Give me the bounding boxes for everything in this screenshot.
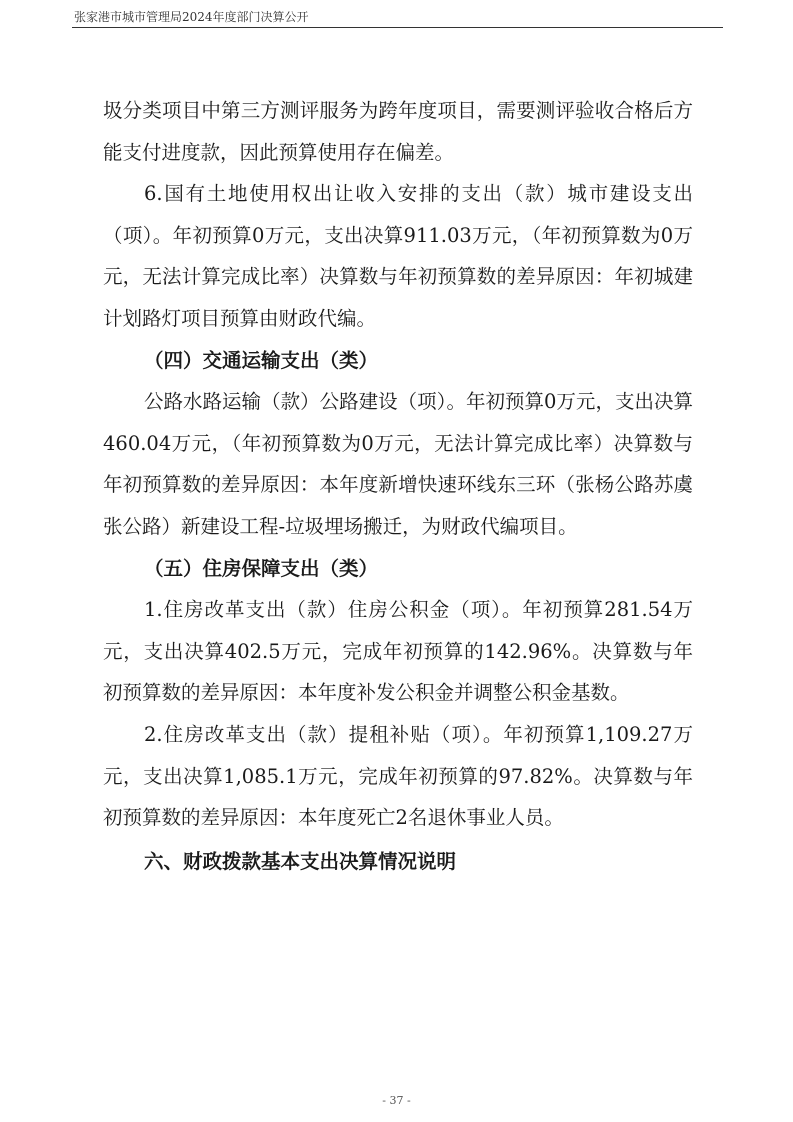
paragraph-housing-provident-fund: 1.住房改革支出（款）住房公积金（项）。年初预算281.54万元，支出决算402.5万元，完成年初预算的142.96%。决算数与年初预算数的差异原因：本年度补发公积金并调整公积金基数。	[103, 598, 693, 705]
heading-transport-expenditure: （四）交通运输支出（类）	[144, 348, 379, 372]
paragraph-rent-subsidy: 2.住房改革支出（款）提租补贴（项）。年初预算1,109.27万元，支出决算1,085.1万元，完成年初预算的97.82%。决算数与年初预算数的差异原因：本年度死亡2名退休事业人员。	[103, 722, 693, 830]
paragraph-road-construction: 公路水路运输（款）公路建设（项）。年初预算0万元，支出决算460.04万元，（年初预算数为0万元，无法计算完成比率）决算数与年初预算数的差异原因：本年度新增快速环线东三环（张杨公路苏虞张公路）新建设工程-垃圾埋场搬迁，为财政代编项目。	[103, 390, 693, 538]
page-number: - 37 -	[382, 1094, 411, 1107]
heading-section-six: 六、财政拨款基本支出决算情况说明	[144, 849, 457, 873]
heading-housing-expenditure: （五）住房保障支出（类）	[144, 556, 379, 580]
header-divider	[72, 27, 723, 28]
paragraph-waste-sorting: 圾分类项目中第三方测评服务为跨年度项目，需要测评验收合格后方能支付进度款，因此预算使用存在偏差。	[103, 99, 693, 164]
document-body	[103, 90, 693, 882]
paragraph-land-use-expenditure: 6.国有土地使用权出让收入安排的支出（款）城市建设支出（项）。年初预算0万元，支出决算911.03万元，（年初预算数为0万元，无法计算完成比率）决算数与年初预算数的差异原因：年初城建计划路灯项目预算由财政代编。	[103, 182, 693, 330]
running-header: 张家港市城市管理局2024年度部门决算公开	[74, 10, 309, 24]
